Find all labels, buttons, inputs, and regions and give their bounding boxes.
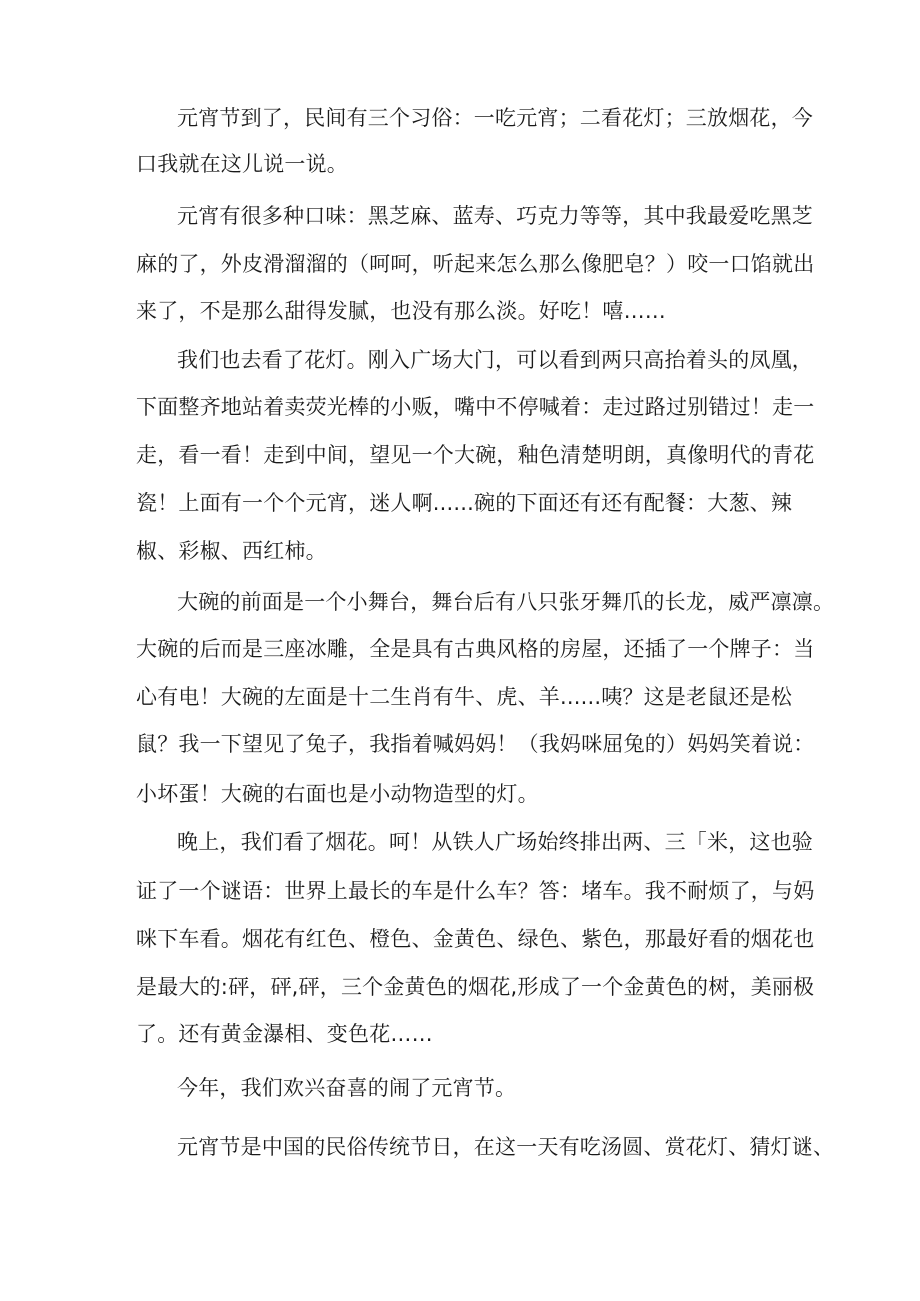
text-line: 瓷！上面有一个个元宵，迷人啊......碗的下面还有还有配餐：大葱、辣 <box>136 491 793 515</box>
text-line: 咪下车看。烟花有红色、橙色、金黄色、绿色、紫色，那最好看的烟花也 <box>136 927 815 951</box>
text-line: 大碗的前面是一个小舞台，舞台后有八只张牙舞爪的长龙，威严凛凛。 <box>177 590 835 614</box>
text-line: 元宵有很多种口味：黑芝麻、蓝寿、巧克力等等，其中我最爱吃黑芝 <box>177 204 813 228</box>
text-line: 了。还有黄金瀑相、变色花…… <box>136 1022 433 1046</box>
text-line: 今年，我们欢兴奋喜的闹了元宵节。 <box>177 1076 517 1100</box>
text-line: 晚上，我们看了烟花。呵！从铁人广场始终排出两、三「米，这也验 <box>177 830 813 854</box>
text-line: 大碗的后而是三座冰雕，全是具有古典风格的房屋，还插了一个牌子：当 <box>136 637 815 661</box>
text-line: 麻的了，外皮滑溜溜的（呵呵，听起来怎么那么像肥皂？）咬一口馅就出 <box>136 252 815 276</box>
text-line: 来了，不是那么甜得发腻，也没有那么淡。好吃！嘻…… <box>136 299 666 323</box>
text-line: 心有电！大碗的左面是十二生肖有牛、虎、羊......咦？这是老鼠还是松 <box>136 685 793 709</box>
text-line: 口我就在这儿说一说。 <box>136 152 348 176</box>
text-line: 椒、彩椒、西红柿。 <box>136 539 327 563</box>
text-line: 是最大的:砰，砰,砰，三个金黄色的烟花,形成了一个金黄色的树，美丽极 <box>136 975 815 999</box>
text-line: 我们也去看了花灯。刚入广场大门，可以看到两只高抬着头的凤凰， <box>177 348 813 372</box>
text-line: 元宵节到了，民间有三个习俗：一吃元宵；二看花灯；三放烟花，今 <box>177 106 813 130</box>
text-line: 鼠？我一下望见了兔子，我指着喊妈妈！（我妈咪屈兔的）妈妈笑着说： <box>136 732 815 756</box>
text-line: 元宵节是中国的民俗传统节日，在这一天有吃汤圆、赏花灯、猜灯谜、 <box>177 1135 835 1159</box>
text-line: 走，看一看！走到中间，望见一个大碗，釉色清楚明朗，真像明代的青花 <box>136 443 815 467</box>
text-line: 证了一个谜语：世界上最长的车是什么车？答：堵车。我不耐烦了，与妈 <box>136 879 815 903</box>
text-line: 小坏蛋！大碗的右面也是小动物造型的灯。 <box>136 782 539 806</box>
text-line: 下面整齐地站着卖荧光棒的小贩，嘴中不停喊着：走过路过别错过！走一 <box>136 395 815 419</box>
